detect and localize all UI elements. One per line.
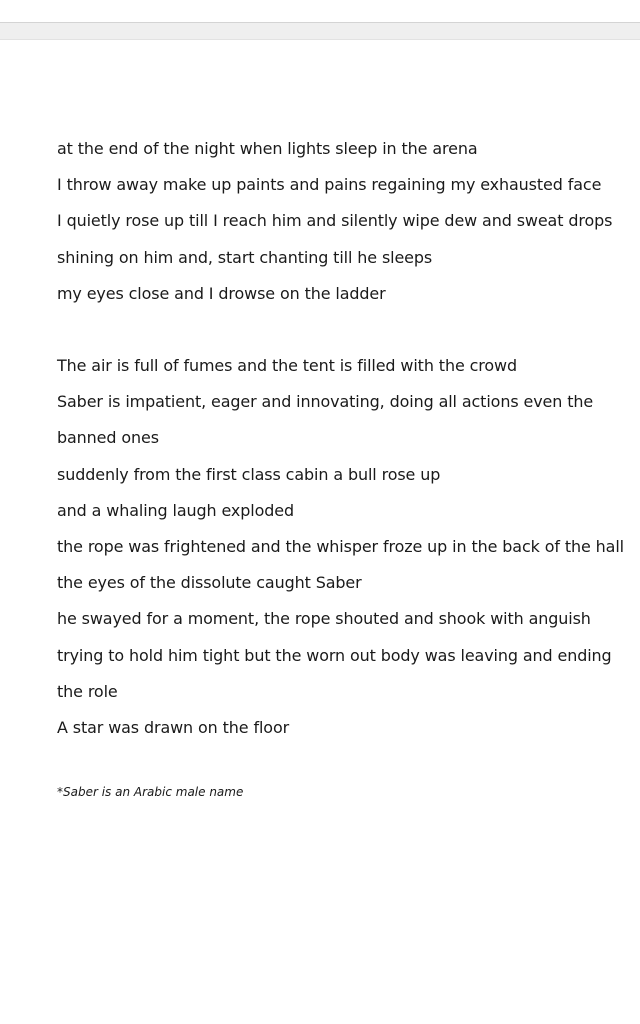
- previous-page-bottom-edge: [0, 0, 640, 23]
- poem-line: my eyes close and I drowse on the ladder: [57, 283, 386, 303]
- poem-line: I throw away make up paints and pains regaining my exhausted face: [57, 175, 602, 195]
- poem-line: shining on him and, start chanting till he sleeps: [57, 247, 433, 267]
- poem-line: A star was drawn on the floor: [57, 718, 290, 738]
- poem-line: The air is full of fumes and the tent is filled with the crowd: [57, 356, 517, 376]
- poem-line: Saber is impatient, eager and innovating, doing all actions even the: [57, 392, 594, 412]
- poem-line: at the end of the night when lights sleep in the arena: [57, 139, 478, 158]
- poem-body: [57, 131, 640, 746]
- poem-line: trying to hold him tight but the worn out body was leaving and ending: [57, 645, 612, 665]
- poem-line: banned ones: [57, 428, 159, 448]
- stanza-1: [57, 131, 640, 312]
- poem-line: I quietly rose up till I reach him and silently wipe dew and sweat drops: [57, 211, 613, 231]
- poem-line: the eyes of the dissolute caught Saber: [57, 573, 362, 593]
- stanza-2: [57, 348, 640, 746]
- poem-line: and a whaling laugh exploded: [57, 500, 294, 520]
- poem-line: he swayed for a moment, the rope shouted and shook with anguish: [57, 609, 591, 629]
- page-separator: [0, 23, 640, 40]
- footnote: *Saber is an Arabic male name: [57, 785, 244, 799]
- poem-line: suddenly from the first class cabin a bull rose up: [57, 464, 441, 484]
- poem-line: the role: [57, 681, 118, 701]
- poem-line: the rope was frightened and the whisper froze up in the back of the hall: [57, 537, 624, 557]
